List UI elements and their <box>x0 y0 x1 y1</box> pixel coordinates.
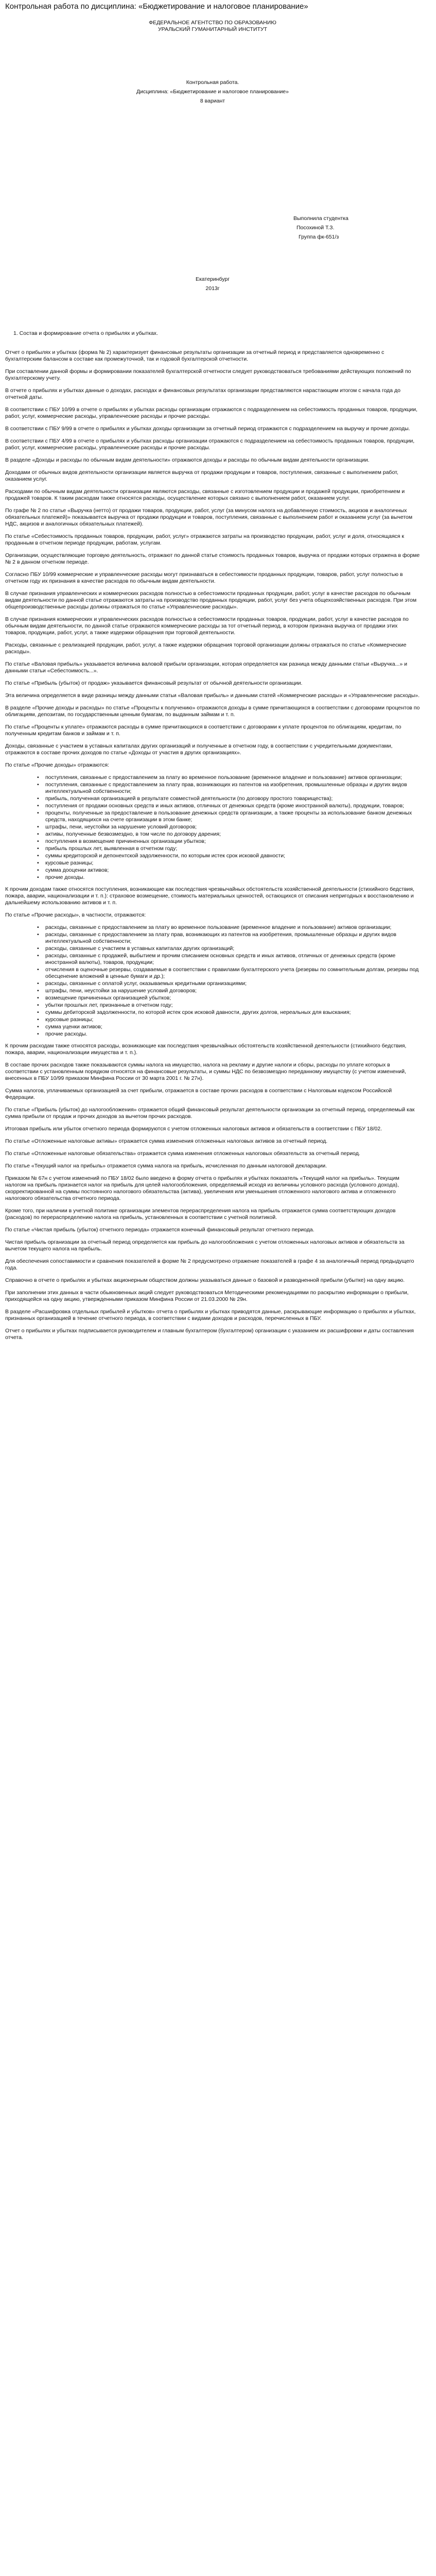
list-item: • прочие расходы. <box>45 1031 420 1038</box>
work-type: Контрольная работа. <box>186 79 239 86</box>
list-item: • убытки прошлых лет, признанные в отчетном году; <box>45 1002 420 1009</box>
body-paragraph: В соответствии с ПБУ 10/99 в отчете о прибылях и убытках расходы организации отражаются с подразделением на себестоимость проданных товаров, продукции, работ, услуг, коммерческие расходы, управленческие расходы и прочие расходы. <box>5 406 417 419</box>
body-paragraph: По статье «Отложенные налоговые активы» отражается сумма изменения отложенных налоговых активов за отчетный период. <box>5 1138 328 1144</box>
body-paragraph: По статье «Чистая прибыль (убыток) отчетного периода» отражается конечный финансовый результат отчетного периода. <box>5 1227 315 1233</box>
performed-by: Выполнила студентка <box>293 215 348 222</box>
body-paragraph: Сумма налогов, уплачиваемых организацией за счет прибыли, отражается в составе прочих расходов в соответствии с Налоговым кодексом Российской Федерации. <box>5 1088 392 1100</box>
body-paragraph: По статье «Прибыль (убыток) от продаж» указывается финансовый результат от обычной деятельности организации. <box>5 680 303 686</box>
body-paragraph: Доходами от обычных видов деятельности организации является выручка от продажи продукции и товаров, поступления, связанные с выполнением работ, оказанием услуг. <box>5 469 398 482</box>
body-paragraph: По статье «Проценты к уплате» отражаются расходы в сумме причитающихся в соответствии с договорами к уплате процентов по облигациям, кредитам, по полученным кредитам банков и займам и т. п. <box>5 724 402 737</box>
list-item: • сумма уценки активов; <box>45 1024 420 1030</box>
discipline-line: Дисциплина: «Бюджетирование и налоговое планирование» <box>136 89 289 95</box>
list-item: • проценты, полученные за предоставление в пользование денежных средств организации, а также проценты за использование банком денежных средств, находящихся на счете организации в этом банке; <box>45 810 420 823</box>
body-paragraph: Согласно ПБУ 10/99 коммерческие и управленческие расходы могут признаваться в себестоимости проданных продукции, товаров, работ, услуг полностью в отчетном году их признания в качестве расходов по обычным видам деятельности. <box>5 571 403 584</box>
list-item: • расходы, связанные с предоставлением за плату прав, возникающих из патентов на изобретения, промышленные образцы и других видов интеллектуальной собственности; <box>45 931 420 945</box>
list-item: • прибыль прошлых лет, выявленная в отчетном году; <box>45 845 420 852</box>
body-paragraph: По статье «Прочие расходы», в частности, отражаются: <box>5 912 146 918</box>
body-paragraph: Приказом № 67н с учетом изменений по ПБУ 18/02 было введено в форму отчета о прибылях и убытках показатель «Текущий налог на прибыль». Текущим налогом на прибыль признается налог на прибыль для целей налогообложения, определяемый исходя из величины условного расхода (условного дохода), скорректированной на суммы постоянного налогового обязательства (актива), увеличения или уменьшения отложенного налогового актива и отложенного налогового обязательства отчетного периода. <box>5 1175 399 1201</box>
list-item: • расходы, связанные с продажей, выбытием и прочим списанием основных средств и иных активов, отличных от денежных средств (кроме иностранной валюты), товаров, продукции; <box>45 953 420 966</box>
body-paragraph: В случае признания коммерческих и управленческих расходов полностью в себестоимости проданных товаров, продукции, работ, услуг в качестве расходов по обычным видам деятельности, по данной статье отражаются коммерческие расходы за тот отчетный период, в котором признана выручка от продажи этих товаров, продукции, работ, услуг, а также издержки обращения при торговой деятельности. <box>5 616 409 636</box>
list-item: • штрафы, пени, неустойки за нарушение условий договоров; <box>45 824 420 831</box>
agency-name: ФЕДЕРАЛЬНОЕ АГЕНТСТВО ПО ОБРАЗОВАНИЮ <box>149 20 276 26</box>
section-heading: 1. Состав и формирование отчета о прибылях и убытках. <box>13 330 158 336</box>
other-expense-list <box>5 924 420 1038</box>
body-paragraph: Доходы, связанные с участием в уставных капиталах других организаций и полученные в отчетном году, в соответствии с учредительными документами, отражаются в составе прочих доходов по статье «Доходы от участия в других организациях». <box>5 743 393 756</box>
body-text-part-3 <box>5 1043 420 1341</box>
body-paragraph: В разделе «Расшифровка отдельных прибылей и убытков» отчета о прибылях и убытках приводятся данные, раскрывающие информацию о прибылях и убытках, признанных организацией в течение отчетного периода, в соответствии с видами доходов и расходов, перечисленных в ПБУ. <box>5 1309 416 1321</box>
body-paragraph: Отчет о прибылях и убытках (форма № 2) характеризует финансовые результаты организации за отчетный период и представляется одновременно с бухгалтерским балансом в составе как промежуточной, так и годовой бухгалтерской отчетности. <box>5 349 385 362</box>
list-item: • активы, полученные безвозмездно, в том числе по договору дарения; <box>45 831 420 838</box>
author-block <box>5 215 420 276</box>
body-text-part-2 <box>5 886 420 919</box>
list-item: • поступления от продажи основных средств и иных активов, отличных от денежных средств (кроме иностранной валюты), продукции, товаров; <box>45 803 420 809</box>
body-paragraph: Расходами по обычным видам деятельности организации являются расходы, связанные с изготовлением продукции и продажей продукции, приобретением и продажей товаров. К таким расходам также относятся расходы, осуществление которых связано с выполнением работ, оказанием услуг. <box>5 488 405 501</box>
body-paragraph: В разделе «Прочие доходы и расходы» по статье «Проценты к получению» отражаются доходы в сумме причитающихся в соответствии с договорами процентов по облигациям, депозитам, по государственным ценным бумагам, по выданным займам и т. п. <box>5 705 420 718</box>
body-paragraph: По статье «Валовая прибыль» указывается величина валовой прибыли организации, которая определяется как разница между данными статьи «Выручка...» и данными статьи «Себестоимость...». <box>5 661 407 674</box>
body-paragraph: Для обеспечения сопоставимости и сравнения показателей в форме № 2 предусмотрено отражение показателей в графе 4 за аналогичный период предыдущего года. <box>5 1258 414 1271</box>
body-paragraph: По статье «Прочие доходы» отражаются: <box>5 762 109 768</box>
body-text-part-1 <box>5 349 420 769</box>
document-title: Контрольная работа по дисциплина: «Бюджетирование и налоговое планирование» <box>5 2 308 11</box>
list-item: • поступления в возмещение причиненных организации убытков; <box>45 838 420 845</box>
list-item: • поступления, связанные с предоставлением за плату во временное пользование (временное владение и пользование) активов организации; <box>45 774 420 781</box>
body-paragraph: По графе № 2 по статье «Выручка (нетто) от продажи товаров, продукции, работ, услуг (за минусом налога на добавленную стоимость, акцизов и аналогичных обязательных платежей)» показывается выручка от продажи продукции и товаров, поступления, связанные с выполнением работ и оказанием услуг (за вычетом НДС, акцизов и аналогичных обязательных платежей). <box>5 507 413 527</box>
body-paragraph: При составлении данной формы и формировании показателей бухгалтерской отчетности следует руководствоваться требованиями действующих положений по бухгалтерскому учету. <box>5 368 411 381</box>
list-item: • прибыль, полученная организацией в результате совместной деятельности (по договору простого товарищества); <box>45 795 420 802</box>
student-name: Посохиной Т.З. <box>297 225 335 231</box>
body-paragraph: В отчете о прибылях и убытках данные о доходах, расходах и финансовых результатах организации представляются нарастающим итогом с начала года до отчетной даты. <box>5 387 400 400</box>
list-item: • расходы, связанные с оплатой услуг, оказываемых кредитными организациями; <box>45 980 420 987</box>
body-paragraph: К прочим доходам также относятся поступления, возникающие как последствия чрезвычайных обстоятельств хозяйственной деятельности (стихийного бедствия, пожара, аварии, национализации и т. п.): страховое возмещение, стоимость материальных ценностей, остающихся от списания непригодных к восстановлению и дальнейшему использованию активов и т. п. <box>5 886 414 906</box>
list-item: • суммы кредиторской и депонентской задолженности, по которым истек срок исковой давности; <box>45 853 420 859</box>
body-paragraph: В составе прочих расходов также показываются суммы налога на имущество, налога на рекламу и другие налоги и сборы, расходы по уплате которых в соответствии с установленным порядком относятся на финансовые результаты, и суммы НДС по безвозмездно переданному имуществу (с учетом изменений, внесенных в ПБУ 10/99 приказом Минфина России от 30 марта 2001 г. № 27н). <box>5 1062 406 1081</box>
list-item: • возмещение причиненных организацией убытков; <box>45 995 420 1002</box>
institute-name: УРАЛЬСКИЙ ГУМАНИТАРНЫЙ ИНСТИТУТ <box>158 26 267 32</box>
other-income-list <box>5 774 420 881</box>
list-item: • курсовые разницы; <box>45 860 420 867</box>
body-paragraph: Кроме того, при наличии в учетной политике организации элементов перераспределения налога на прибыль отражается сумма соответствующих доходов (расходов) по перераспределению налога на прибыль, установленных в соответствии с учетной политикой. <box>5 1208 396 1221</box>
body-paragraph: При заполнении этих данных в части обыкновенных акций следует руководствоваться Методическими рекомендациями по раскрытию информации о прибыли, приходящейся на одну акцию, утвержденными приказом Минфина России от 21.03.2000 № 29н. <box>5 1290 409 1302</box>
body-paragraph: В случае признания управленческих и коммерческих расходов полностью в себестоимости проданных продукции, работ, услуг в качестве расходов по обычным видам деятельности по данной статье отражаются затраты на производство проданных продукции, работ, услуг без учета общехозяйственных расходов. При этом общепроизводственные расходы должны отражаться по статье «Управленческие расходы». <box>5 590 417 610</box>
body-paragraph: В соответствии с ПБУ 9/99 в отчете о прибылях и убытках доходы организации за отчетный период отражаются с подразделением на выручку и прочие доходы. <box>5 426 410 432</box>
variant: 8 вариант <box>200 98 225 104</box>
body-paragraph: Справочно в отчете о прибылях и убытках акционерным обществом должны указываться данные о базовой и разводненной прибыли (убытке) на одну акцию. <box>5 1277 405 1283</box>
body-paragraph: В соответствии с ПБУ 4/99 в отчете о прибылях и убытках расходы организации отражаются с подразделением на себестоимость проданных товаров, продукции, работ, услуг, коммерческие расходы, управленческие расходы и прочие расходы. <box>5 438 415 451</box>
list-item: • суммы дебиторской задолженности, по которой истек срок исковой давности, других долгов, нереальных для взыскания; <box>45 1009 420 1016</box>
list-item: • расходы, связанные с участием в уставных капиталах других организаций; <box>45 945 420 952</box>
body-paragraph: К прочим расходам также относятся расходы, возникающие как последствия чрезвычайных обстоятельств хозяйственной деятельности (стихийного бедствия, пожара, аварии, национализации имущества и т. п.). <box>5 1043 407 1056</box>
list-item: • сумма дооценки активов; <box>45 867 420 874</box>
list-item: • курсовые разницы; <box>45 1016 420 1023</box>
student-group: Группа фк-651/з <box>299 234 339 240</box>
list-item: • штрафы, пени, неустойки за нарушение условий договоров; <box>45 988 420 994</box>
body-paragraph: По статье «Текущий налог на прибыль» отражается сумма налога на прибыль, исчисленная по данным налоговой декларации. <box>5 1163 327 1169</box>
list-item: • поступления, связанные с предоставлением за плату прав, возникающих из патентов на изобретения, промышленные образцы и других видов интеллектуальной собственности; <box>45 782 420 795</box>
body-paragraph: По статье «Себестоимость проданных товаров, продукции, работ, услуг» отражаются затраты на производство продукции, работ, услуг и доля, относящаяся к проданным в отчетном периоде продукции, работам, услугам. <box>5 533 404 546</box>
body-paragraph: Организации, осуществляющие торговую деятельность, отражают по данной статье стоимость проданных товаров, выручка от продажи которых отражена в форме № 2 в данном отчетном периоде. <box>5 552 420 565</box>
body-paragraph: Итоговая прибыль или убыток отчетного периода формируются с учетом отложенных налоговых активов и обязательств в соответствии с ПБУ 18/02. <box>5 1126 382 1132</box>
place-year-block <box>5 276 420 330</box>
body-paragraph: Отчет о прибылях и убытках подписывается руководителем и главным бухгалтером (бухгалтером) организации с указанием их расшифровки и даты составления отчета. <box>5 1328 414 1341</box>
list-item: • отчисления в оценочные резервы, создаваемые в соответствии с правилами бухгалтерского учета (резервы по сомнительным долгам, резервы под обесценение вложений в ценные бумаги и др.); <box>45 967 420 980</box>
body-paragraph: В разделе «Доходы и расходы по обычным видам деятельности» отражаются доходы и расходы по обычным видам деятельности организации. <box>5 457 370 463</box>
city: Екатеринбург <box>195 276 230 282</box>
list-item: • расходы, связанные с предоставлением за плату во временное пользование (временное владение и пользование) активов организации; <box>45 924 420 931</box>
body-paragraph: Чистая прибыль организации за отчетный период определяется как прибыль до налогообложения с учетом отложенных налоговых активов и обязательств за вычетом текущего налога на прибыль. <box>5 1239 405 1252</box>
body-paragraph: По статье «Прибыль (убыток) до налогообложения» отражается общий финансовый результат деятельности организации за отчетный период, определяемый как сумма прибыли от продаж и прочих доходов за вычетом прочих расходов. <box>5 1107 415 1120</box>
list-item: • прочие доходы. <box>45 874 420 881</box>
body-paragraph: Расходы, связанные с реализацией продукции, работ, услуг, а также издержки обращения торговой организации должны отражаться по статье «Коммерческие расходы». <box>5 642 407 655</box>
title-page <box>5 20 420 215</box>
year: 2013г <box>205 285 220 292</box>
body-paragraph: По статье «Отложенные налоговые обязательства» отражается сумма изменения отложенных налоговых обязательств за отчетный период. <box>5 1150 360 1157</box>
body-paragraph: Эта величина определяется в виде разницы между данными статьи «Валовая прибыль» и данными статей «Коммерческие расходы» и «Управленческие расходы». <box>5 692 420 699</box>
